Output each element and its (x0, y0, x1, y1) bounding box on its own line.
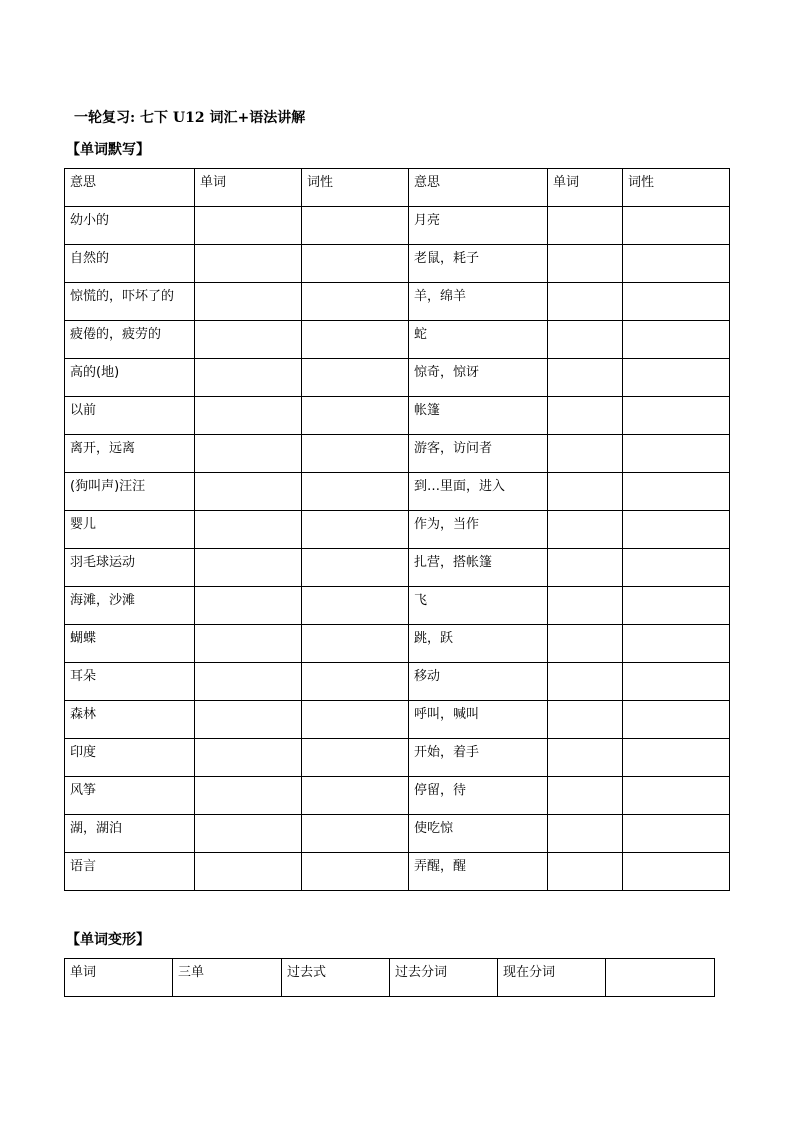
answer-blank-cell[interactable] (302, 321, 409, 359)
meaning-cell: 蛇 (409, 321, 548, 359)
header-cell: 过去式 (282, 959, 390, 997)
meaning-cell: 帐篷 (409, 397, 548, 435)
answer-blank-cell[interactable] (623, 625, 730, 663)
answer-blank-cell[interactable] (302, 283, 409, 321)
answer-blank-cell[interactable] (623, 245, 730, 283)
meaning-cell: (狗叫声)汪汪 (65, 473, 195, 511)
meaning-cell: 作为，当作 (409, 511, 548, 549)
table-row (65, 625, 730, 663)
meaning-cell: 幼小的 (65, 207, 195, 245)
meaning-cell: 游客，访问者 (409, 435, 548, 473)
answer-blank-cell[interactable] (195, 701, 302, 739)
table-row (65, 853, 730, 891)
answer-blank-cell[interactable] (302, 777, 409, 815)
table-row (65, 207, 730, 245)
answer-blank-cell[interactable] (623, 321, 730, 359)
vocab-dictation-table (64, 168, 730, 891)
section-heading-word-forms: 【单词变形】 (66, 932, 150, 948)
meaning-cell: 海滩，沙滩 (65, 587, 195, 625)
header-cell: 单词 (65, 959, 173, 997)
answer-blank-cell[interactable] (302, 397, 409, 435)
answer-blank-cell[interactable] (623, 435, 730, 473)
answer-blank-cell[interactable] (195, 625, 302, 663)
meaning-cell: 移动 (409, 663, 548, 701)
answer-blank-cell[interactable] (302, 511, 409, 549)
answer-blank-cell[interactable] (623, 359, 730, 397)
answer-blank-cell[interactable] (623, 587, 730, 625)
table-row (65, 663, 730, 701)
table-header-row (65, 169, 730, 207)
header-cell: 单词 (548, 169, 623, 207)
answer-blank-cell[interactable] (195, 207, 302, 245)
header-cell: 现在分词 (498, 959, 606, 997)
table-row (65, 511, 730, 549)
answer-blank-cell[interactable] (623, 549, 730, 587)
answer-blank-cell[interactable] (302, 701, 409, 739)
meaning-cell: 离开，远离 (65, 435, 195, 473)
answer-blank-cell[interactable] (548, 853, 623, 891)
answer-blank-cell[interactable] (195, 549, 302, 587)
answer-blank-cell[interactable] (195, 283, 302, 321)
answer-blank-cell[interactable] (623, 815, 730, 853)
answer-blank-cell[interactable] (195, 739, 302, 777)
answer-blank-cell[interactable] (548, 511, 623, 549)
meaning-cell: 印度 (65, 739, 195, 777)
table-row (65, 245, 730, 283)
header-cell: 意思 (65, 169, 195, 207)
answer-blank-cell[interactable] (548, 283, 623, 321)
answer-blank-cell[interactable] (302, 815, 409, 853)
table-row (65, 283, 730, 321)
answer-blank-cell[interactable] (623, 511, 730, 549)
answer-blank-cell[interactable] (195, 473, 302, 511)
answer-blank-cell[interactable] (302, 359, 409, 397)
meaning-cell: 惊奇，惊讶 (409, 359, 548, 397)
answer-blank-cell[interactable] (302, 587, 409, 625)
answer-blank-cell[interactable] (195, 777, 302, 815)
answer-blank-cell[interactable] (548, 397, 623, 435)
answer-blank-cell[interactable] (302, 853, 409, 891)
meaning-cell: 月亮 (409, 207, 548, 245)
meaning-cell: 弄醒，醒 (409, 853, 548, 891)
header-cell: 单词 (195, 169, 302, 207)
header-cell: 词性 (623, 169, 730, 207)
meaning-cell: 使吃惊 (409, 815, 548, 853)
answer-blank-cell[interactable] (548, 739, 623, 777)
section-heading-vocab-dictation: 【单词默写】 (66, 142, 150, 158)
meaning-cell: 风筝 (65, 777, 195, 815)
table-row (65, 815, 730, 853)
meaning-cell: 婴儿 (65, 511, 195, 549)
answer-blank-cell[interactable] (548, 549, 623, 587)
header-cell: 过去分词 (390, 959, 498, 997)
answer-blank-cell[interactable] (548, 359, 623, 397)
meaning-cell: 以前 (65, 397, 195, 435)
answer-blank-cell[interactable] (195, 245, 302, 283)
table-header-row (65, 959, 715, 997)
meaning-cell: 老鼠，耗子 (409, 245, 548, 283)
answer-blank-cell[interactable] (548, 473, 623, 511)
answer-blank-cell[interactable] (623, 663, 730, 701)
answer-blank-cell[interactable] (623, 283, 730, 321)
meaning-cell: 呼叫，喊叫 (409, 701, 548, 739)
meaning-cell: 蝴蝶 (65, 625, 195, 663)
answer-blank-cell[interactable] (195, 397, 302, 435)
table-row (65, 397, 730, 435)
answer-blank-cell[interactable] (548, 321, 623, 359)
meaning-cell: 跳，跃 (409, 625, 548, 663)
answer-blank-cell[interactable] (195, 321, 302, 359)
answer-blank-cell[interactable] (195, 815, 302, 853)
answer-blank-cell[interactable] (548, 777, 623, 815)
answer-blank-cell[interactable] (623, 397, 730, 435)
meaning-cell: 惊慌的，吓坏了的 (65, 283, 195, 321)
answer-blank-cell[interactable] (548, 815, 623, 853)
answer-blank-cell[interactable] (302, 549, 409, 587)
answer-blank-cell[interactable] (195, 511, 302, 549)
answer-blank-cell[interactable] (302, 435, 409, 473)
meaning-cell: 语言 (65, 853, 195, 891)
answer-blank-cell[interactable] (195, 663, 302, 701)
meaning-cell: 停留，待 (409, 777, 548, 815)
meaning-cell: 到…里面，进入 (409, 473, 548, 511)
header-cell: 词性 (302, 169, 409, 207)
answer-blank-cell[interactable] (548, 207, 623, 245)
answer-blank-cell[interactable] (302, 207, 409, 245)
meaning-cell: 疲倦的，疲劳的 (65, 321, 195, 359)
blank-header-cell (606, 959, 715, 997)
answer-blank-cell[interactable] (548, 701, 623, 739)
word-forms-table (64, 958, 715, 997)
answer-blank-cell[interactable] (623, 853, 730, 891)
answer-blank-cell[interactable] (302, 625, 409, 663)
answer-blank-cell[interactable] (195, 359, 302, 397)
table-row (65, 359, 730, 397)
meaning-cell: 开始，着手 (409, 739, 548, 777)
table-row (65, 587, 730, 625)
meaning-cell: 高的(地) (65, 359, 195, 397)
table-row (65, 701, 730, 739)
answer-blank-cell[interactable] (623, 207, 730, 245)
page-title: 一轮复习: 七下 U12 词汇+语法讲解 (74, 110, 306, 126)
meaning-cell: 耳朵 (65, 663, 195, 701)
answer-blank-cell[interactable] (302, 663, 409, 701)
meaning-cell: 羽毛球运动 (65, 549, 195, 587)
answer-blank-cell[interactable] (195, 587, 302, 625)
answer-blank-cell[interactable] (195, 435, 302, 473)
answer-blank-cell[interactable] (548, 435, 623, 473)
answer-blank-cell[interactable] (548, 587, 623, 625)
answer-blank-cell[interactable] (195, 853, 302, 891)
answer-blank-cell[interactable] (302, 245, 409, 283)
meaning-cell: 扎营，搭帐篷 (409, 549, 548, 587)
answer-blank-cell[interactable] (302, 739, 409, 777)
answer-blank-cell[interactable] (623, 777, 730, 815)
meaning-cell: 自然的 (65, 245, 195, 283)
table-row (65, 549, 730, 587)
table-row (65, 777, 730, 815)
answer-blank-cell[interactable] (623, 739, 730, 777)
header-cell: 三单 (173, 959, 282, 997)
meaning-cell: 飞 (409, 587, 548, 625)
meaning-cell: 羊，绵羊 (409, 283, 548, 321)
answer-blank-cell[interactable] (548, 625, 623, 663)
table-row (65, 435, 730, 473)
answer-blank-cell[interactable] (548, 663, 623, 701)
answer-blank-cell[interactable] (623, 473, 730, 511)
table-row (65, 321, 730, 359)
table-row (65, 473, 730, 511)
meaning-cell: 森林 (65, 701, 195, 739)
meaning-cell: 湖，湖泊 (65, 815, 195, 853)
answer-blank-cell[interactable] (548, 245, 623, 283)
table-row (65, 739, 730, 777)
answer-blank-cell[interactable] (302, 473, 409, 511)
answer-blank-cell[interactable] (623, 701, 730, 739)
header-cell: 意思 (409, 169, 548, 207)
